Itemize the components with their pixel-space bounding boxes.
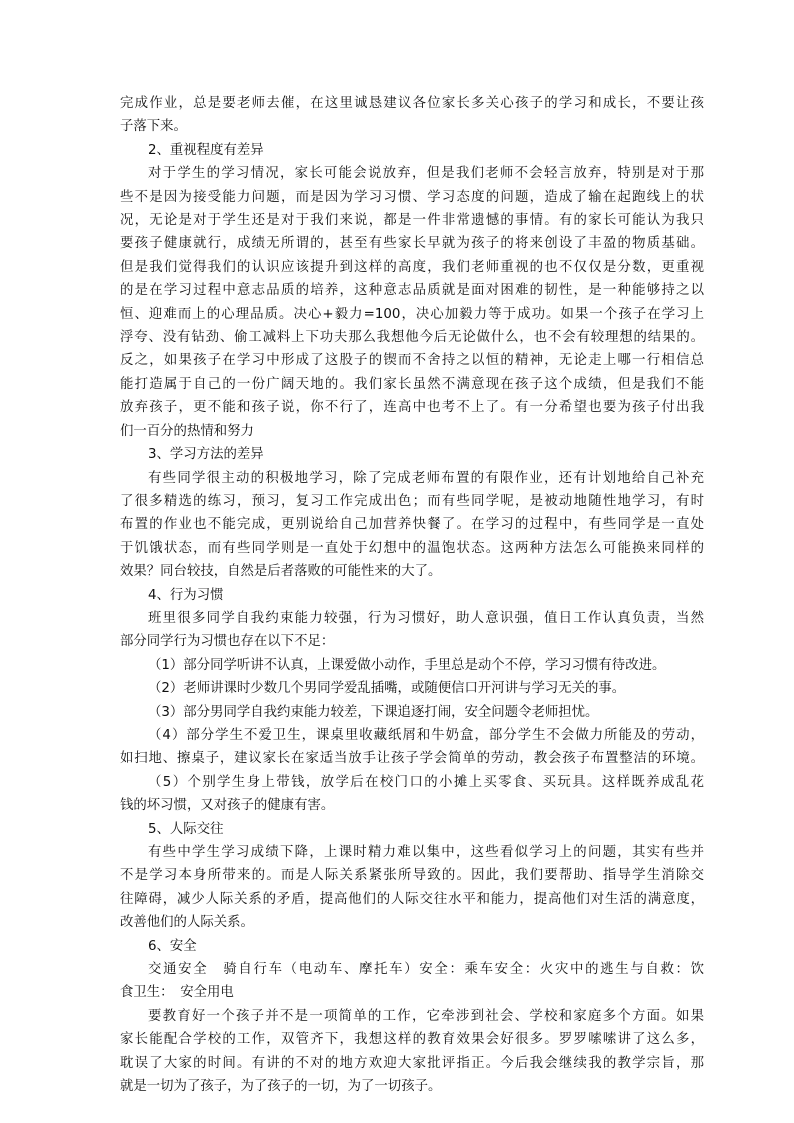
text-line: 恒、迎难而上的心理品质。决心+毅力=100，决心加毅力等于成功。如果一个孩子在学习上 <box>120 306 704 322</box>
text-line: 浮夸、没有钻劲、偷工减料上下功夫那么我想他今后无论做什么，也不会有较理想的结果的。 <box>120 330 704 346</box>
text-line: 班里很多同学自我约束能力较强，行为习惯好，助人意识强，值日工作认真负责，当然 <box>148 610 704 626</box>
text-line: （3）部分男同学自我约束能力较差，下课追逐打闹，安全问题令老师担忧。 <box>148 704 599 720</box>
text-line: 往障碍，减少人际关系的矛盾，提高他们的人际交往水平和能力，提高他们对生活的满意度， <box>120 891 704 907</box>
body-text <box>120 92 704 1098</box>
text-line: 有些中学生学习成绩下降，上课时精力难以集中，这些看似学习上的问题，其实有些并 <box>148 845 704 860</box>
text-line: 完成作业，总是要老师去催，在这里诚恳建议各位家长多关心孩子的学习和成长，不要让孩 <box>120 96 704 111</box>
section-heading: 5、人际交往 <box>148 821 224 837</box>
text-line: 改善他们的人际关系。 <box>120 915 254 931</box>
text-line: 反之，如果孩子在学习中形成了这股子的锲而不舍持之以恒的精神，无论走上哪一行相信总 <box>120 353 704 369</box>
text-line: 的是在学习过程中意志品质的培养，这种意志品质就是面对困难的韧性，是一种能够持之以 <box>120 283 704 299</box>
text-line: 有些同学很主动的积极地学习，除了完成老师布置的有限作业，还有计划地给自己补充 <box>148 470 704 486</box>
section-heading: 4、行为习惯 <box>148 587 224 603</box>
text-line: 了很多精选的练习，预习，复习工作完成出色；而有些同学呢，是被动地随性地学习，有时 <box>120 493 704 509</box>
text-line: 放弃孩子，更不能和孩子说，你不行了，连高中也考不上了。有一分希望也要为孩子付出我 <box>120 400 704 416</box>
text-line: （1）部分同学听讲不认真，上课爱做小动作，手里总是动个不停，学习习惯有待改进。 <box>148 657 666 673</box>
text-line: 况，无论是对于学生还是对于我们来说，都是一件非常遗憾的事情。有的家长可能认为我只 <box>120 213 704 229</box>
text-line: 些不是因为接受能力问题，而是因为学习习惯、学习态度的问题，造成了输在起跑线上的状 <box>120 189 704 205</box>
text-line: 就是一切为了孩子，为了孩子的一切，为了一切孩子。 <box>120 1079 442 1095</box>
text-line: 耽误了大家的时间。有讲的不对的地方欢迎大家批评指正。今后我会继续我的教学宗旨，那 <box>120 1055 704 1071</box>
text-line: 家长能配合学校的工作，双管齐下，我想这样的教育效果会好很多。罗罗嗦嗦讲了这么多， <box>120 1032 704 1048</box>
text-line: （2）老师讲课时少数几个男同学爱乱插嘴，或随便信口开河讲与学习无关的事。 <box>148 681 626 697</box>
section-heading: 3、学习方法的差异 <box>148 447 264 463</box>
text-line: 食卫生： 安全用电 <box>120 985 234 1001</box>
text-line: 于饥饿状态，而有些同学则是一直处于幻想中的温饱状态。这两种方法怎么可能换来同样的 <box>120 540 704 556</box>
text-line: 布置的作业也不能完成，更别说给自己加营养快餐了。在学习的过程中，有些同学是一直处 <box>120 517 704 533</box>
text-line: 对于学生的学习情况，家长可能会说放弃，但是我们老师不会轻言放弃，特别是对于那 <box>148 166 704 182</box>
text-line: 但是我们觉得我们的认识应该提升到这样的高度，我们老师重视的也不仅仅是分数，更重视 <box>120 259 704 275</box>
text-line: （5）个别学生身上带钱，放学后在校门口的小摊上买零食、买玩具。这样既养成乱花 <box>148 774 704 790</box>
text-line: 不是学习本身所带来的。而是人际关系紧张所导致的。因此，我们要帮助、指导学生消除交 <box>120 868 704 884</box>
text-line: 们一百分的热情和努力 <box>120 423 254 439</box>
text-line: 效果？同台较技，自然是后者落败的可能性来的大了。 <box>120 564 442 580</box>
section-heading: 6、安全 <box>148 938 197 954</box>
text-line: 如扫地、擦桌子，建议家长在家适当放手让孩子学会简单的劳动，教会孩子布置整洁的环境。 <box>120 751 704 767</box>
text-line: 能打造属于自己的一份广阔天地的。我们家长虽然不满意现在孩子这个成绩，但是我们不能 <box>120 376 704 392</box>
text-line: 钱的坏习惯，又对孩子的健康有害。 <box>120 798 335 814</box>
text-line: 交通安全 骑自行车（电动车、摩托车）安全：乘车安全：火灾中的逃生与自救：饮 <box>148 962 704 978</box>
text-line: 子落下来。 <box>120 119 187 135</box>
text-line: 部分同学行为习惯也存在以下不足： <box>120 634 335 650</box>
text-line: 要孩子健康就行，成绩无所谓的，甚至有些家长早就为孩子的将来创设了丰盈的物质基础。 <box>120 236 704 252</box>
text-line: 要教育好一个孩子并不是一项简单的工作，它牵涉到社会、学校和家庭多个方面。如果 <box>148 1008 704 1024</box>
text-line: （4）部分学生不爱卫生，课桌里收藏纸屑和牛奶盒，部分学生不会做力所能及的劳动， <box>148 727 704 743</box>
section-heading: 2、重视程度有差异 <box>148 142 264 158</box>
